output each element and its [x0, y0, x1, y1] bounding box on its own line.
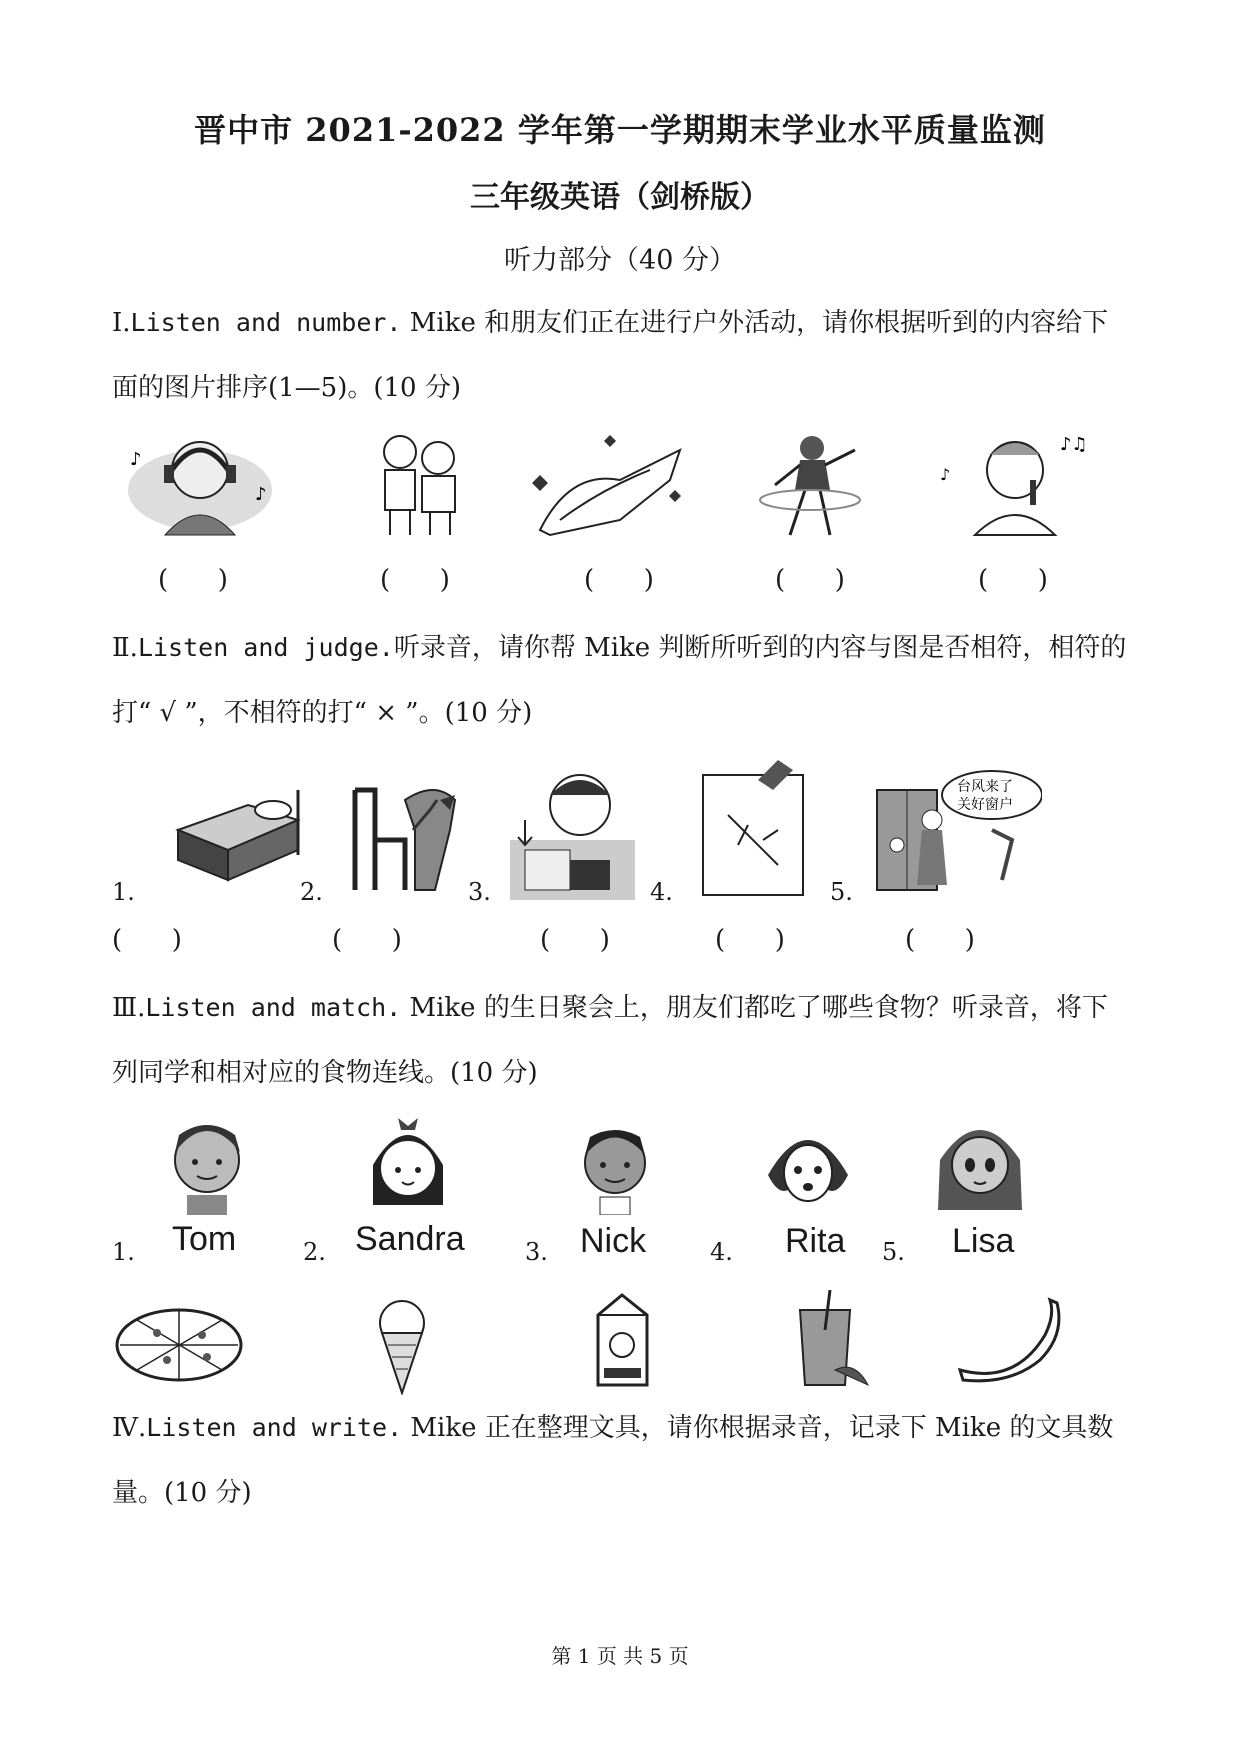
question-3-instruction: Ⅲ.Listen and match. Mike 的生日聚会上，朋友们都吃了哪些食物？听录音，将下列同学和相对应的食物连线。(10 分): [112, 993, 1108, 1088]
chair-tiger-picture: [345, 770, 470, 895]
question-2-instruction: Ⅱ.Listen and judge.听录音，请你帮 Mike 判断所听到的内容与图是否相符，相符的打“ √ ”，不相符的打“ × ”。(10 分): [112, 633, 1127, 728]
item-number: 2.: [300, 878, 323, 906]
item-number: 1.: [112, 1238, 135, 1266]
answer-blank[interactable]: ( ): [112, 925, 182, 955]
dancing-picture: [750, 430, 870, 545]
nick-face: [575, 1115, 655, 1215]
hugging-picture: [360, 430, 480, 540]
window-typhoon-picture: [872, 770, 1042, 895]
page-footer: 第 1 页 共 5 页: [551, 1644, 689, 1668]
name-label: Lisa: [952, 1222, 1015, 1260]
answer-blank[interactable]: ( ): [584, 565, 654, 595]
answer-blank[interactable]: ( ): [158, 565, 228, 595]
item-number: 4.: [650, 878, 673, 906]
answer-blank[interactable]: ( ): [775, 565, 845, 595]
svg-text:♪: ♪: [940, 465, 951, 484]
drawing-plane-picture: [698, 755, 808, 900]
sandra-face: [358, 1110, 458, 1215]
answer-blank[interactable]: ( ): [380, 565, 450, 595]
bed-picture: [168, 780, 303, 890]
speech-bubble-text: 台风来了: [957, 779, 1013, 795]
pizza-icon: [112, 1305, 247, 1385]
name-label: Tom: [172, 1220, 237, 1258]
item-number: 4.: [710, 1238, 733, 1266]
item-number: 2.: [303, 1238, 326, 1266]
exam-title: 晋中市 2021-2022 学年第一学期期末学业水平质量监测: [194, 111, 1046, 149]
lisa-face: [930, 1110, 1030, 1220]
answer-blank[interactable]: ( ): [540, 925, 610, 955]
tom-face: [165, 1110, 250, 1215]
singing-picture: [935, 425, 1100, 540]
speech-bubble-text: 关好窗户: [957, 797, 1013, 813]
clapping-picture: [530, 430, 690, 540]
name-label: Rita: [785, 1222, 846, 1260]
item-number: 5.: [882, 1238, 905, 1266]
exam-subtitle: 三年级英语（剑桥版）: [470, 180, 770, 215]
answer-blank[interactable]: ( ): [715, 925, 785, 955]
banana-icon: [955, 1295, 1065, 1385]
juice-icon: [790, 1290, 870, 1390]
ice-cream-icon: [370, 1295, 435, 1395]
name-label: Sandra: [355, 1220, 465, 1258]
name-label: Nick: [580, 1222, 647, 1260]
item-number: 5.: [830, 878, 853, 906]
listening-to-music-picture: [120, 425, 280, 545]
item-number: 3.: [525, 1238, 548, 1266]
item-number: 3.: [468, 878, 491, 906]
svg-text:♪: ♪: [130, 449, 142, 470]
item-number: 1.: [112, 878, 135, 906]
section-title: 听力部分（40 分）: [504, 245, 736, 276]
svg-text:♪♫: ♪♫: [1060, 434, 1088, 455]
question-4-instruction: Ⅳ.Listen and write. Mike 正在整理文具，请你根据录音，记录下 Mike 的文具数量。(10 分): [112, 1413, 1114, 1508]
milk-icon: [590, 1290, 655, 1390]
answer-blank[interactable]: ( ): [905, 925, 975, 955]
answer-blank[interactable]: ( ): [332, 925, 402, 955]
svg-text:♪: ♪: [255, 484, 267, 505]
question-1-instruction: Ⅰ.Listen and number. Mike 和朋友们正在进行户外活动，请你根据听到的内容给下面的图片排序(1—5)。(10 分): [112, 308, 1109, 403]
answer-blank[interactable]: ( ): [978, 565, 1048, 595]
girl-book-picture: [510, 765, 635, 900]
rita-face: [758, 1115, 858, 1220]
